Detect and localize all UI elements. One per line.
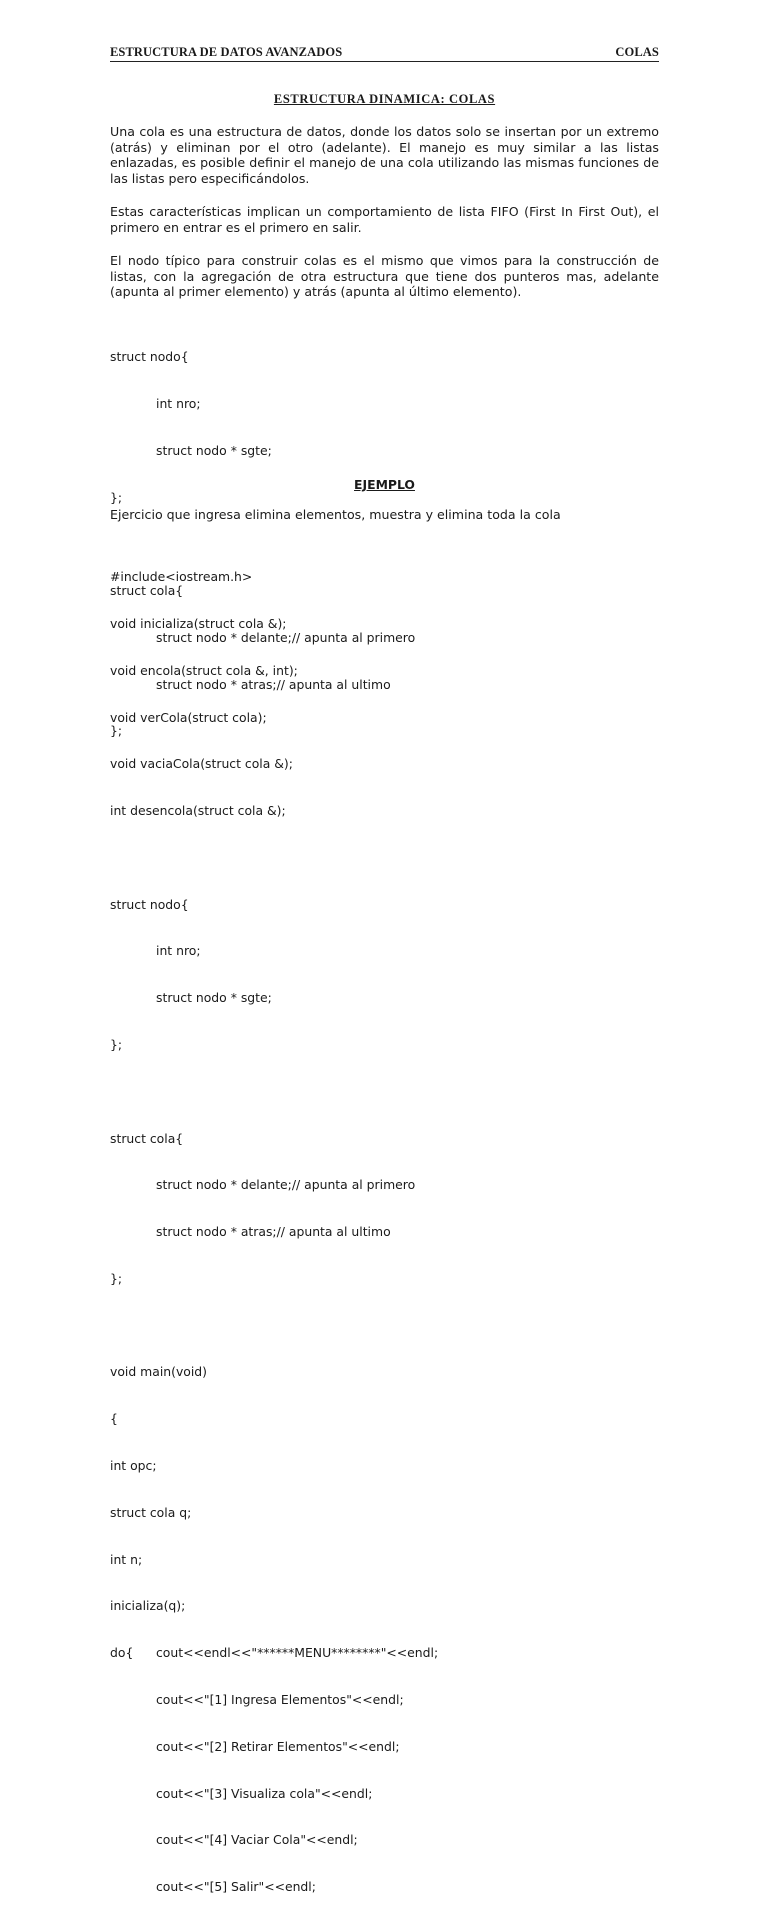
section-title-ejemplo: EJEMPLO [354,477,415,492]
document-title: ESTRUCTURA DINAMICA: COLAS [273,92,496,106]
code-block-example [110,538,670,1926]
paragraph-nodo: El nodo típico para construir colas es el mismo que vimos para la construcción de listas, con la agregación de otra estructura que tiene dos punteros mas, adelante (apunta al primer elemento) y atrás (apunta al último elemento). [110,253,659,300]
code-line: struct nodo * atras;// apunta al ultimo [156,676,391,692]
code-line: void main(void) [110,1364,208,1380]
code-line: int opc; [110,1458,157,1474]
code-line: cout<<"[1] Ingresa Elementos"<<endl; [156,1691,404,1707]
code-line: cout<<"[5] Salir"<<endl; [156,1879,316,1895]
code-line: struct cola{ [110,583,184,599]
code-line: struct nodo * sgte; [156,990,272,1006]
code-line: }; [110,1270,123,1286]
code-line: inicializa(q); [110,1598,186,1614]
code-line: do{ cout<<endl<<"******MENU********"<<endl; [110,1645,439,1661]
code-line: int nro; [156,395,201,411]
code-line: int nro; [156,943,201,959]
code-line: void verCola(struct cola); [110,709,267,725]
code-line [110,1318,670,1334]
example-intro: Ejercicio que ingresa elimina elementos, muestra y elimina toda la cola [110,507,561,522]
code-line: struct nodo * atras;// apunta al ultimo [156,1224,391,1240]
header-course-title: ESTRUCTURA DE DATOS AVANZADOS [110,45,343,59]
code-line: int n; [110,1551,143,1567]
code-line: cout<<"[4] Vaciar Cola"<<endl; [156,1832,358,1848]
header-topic: COLAS [615,45,659,59]
paragraph-definition: Una cola es una estructura de datos, donde los datos solo se insertan por un extremo (atrás) y eliminan por el otro (adelante). El manejo es muy similar a las listas enlazadas, es posible definir el manejo de una cola utilizando las mismas funciones de las listas pero especificándolos. [110,124,659,186]
code-line: int desencola(struct cola &); [110,803,286,819]
code-line: struct nodo * sgte; [156,442,272,458]
code-line: void inicializa(struct cola &); [110,615,287,631]
code-line: }; [110,723,123,739]
code-line: struct cola q; [110,1504,192,1520]
code-line: void encola(struct cola &, int); [110,662,298,678]
code-line: struct nodo * delante;// apunta al primero [156,1177,416,1193]
code-line: { [110,1411,118,1427]
code-line: struct nodo{ [110,896,189,912]
code-line: struct nodo * delante;// apunta al primero [156,629,416,645]
code-line: #include<iostream.h> [110,569,253,585]
code-line [110,1084,670,1100]
code-line: cout<<"[3] Visualiza cola"<<endl; [156,1785,373,1801]
paragraph-fifo: Estas características implican un comportamiento de lista FIFO (First In First Out), el primero en entrar es el primero en salir. [110,204,659,235]
page-header [110,45,659,62]
code-line: }; [110,1037,123,1052]
code-line: }; [110,489,123,505]
code-line: cout<<"[2] Retirar Elementos"<<endl; [156,1738,400,1754]
code-line: struct nodo{ [110,349,189,365]
code-line [110,850,670,866]
code-line: void vaciaCola(struct cola &); [110,756,293,772]
code-line: struct cola{ [110,1130,184,1146]
